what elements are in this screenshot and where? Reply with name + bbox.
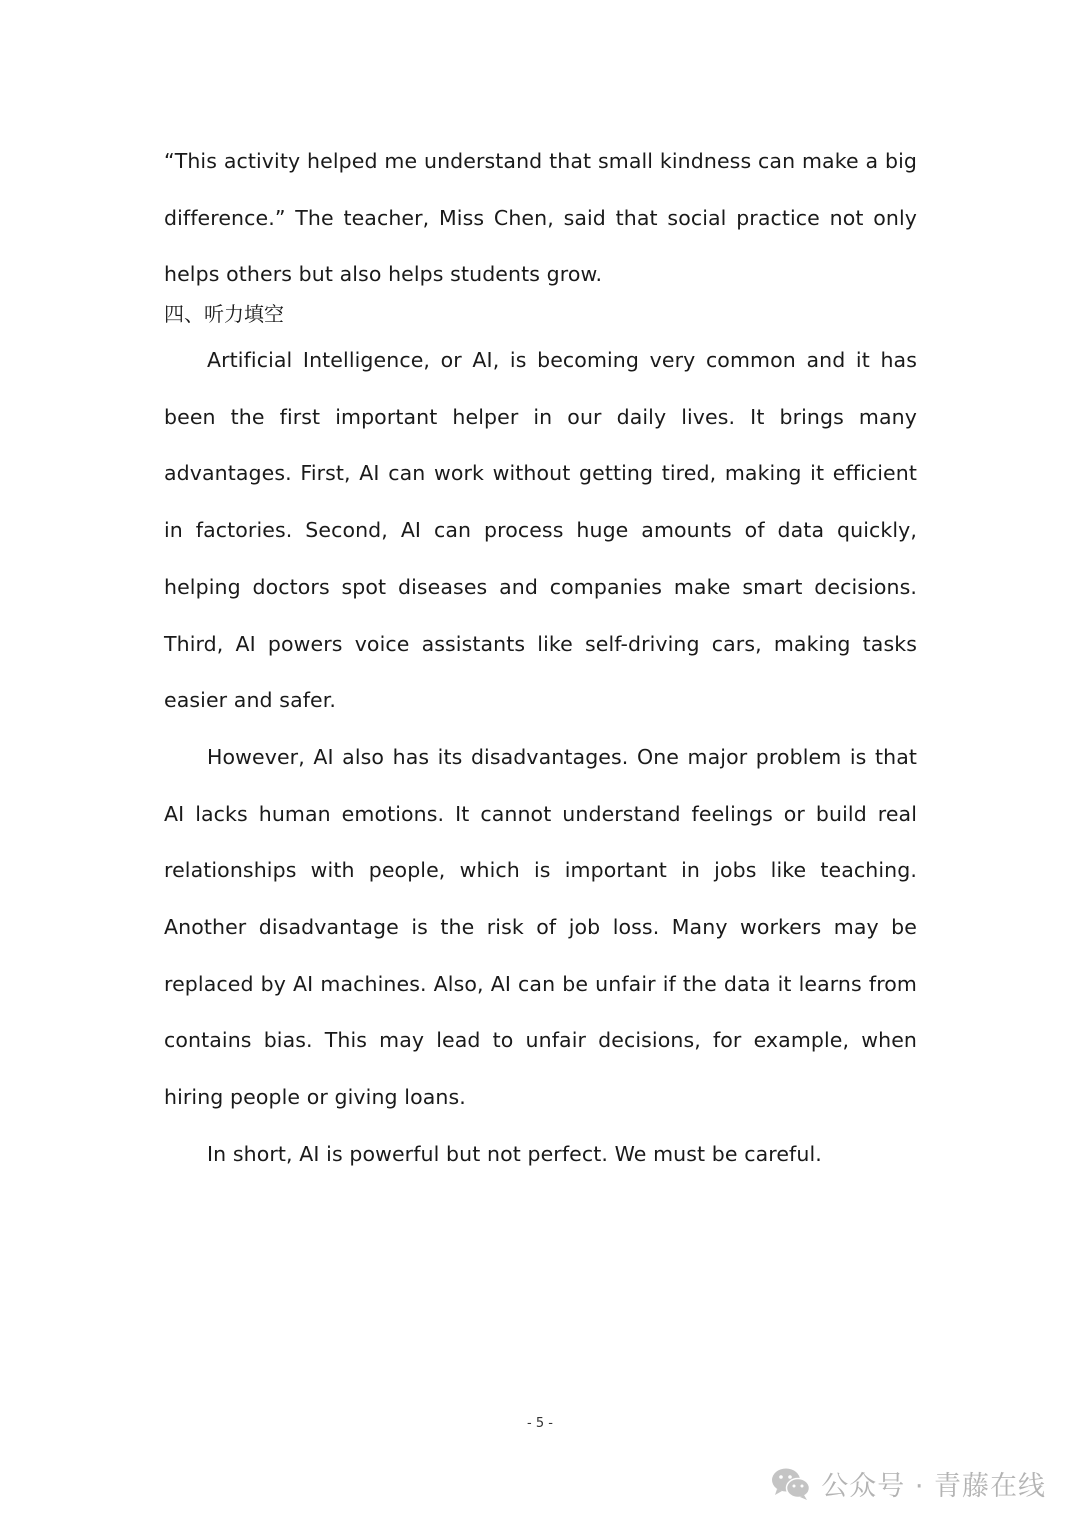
watermark-text: 公众号 · 青藤在线 <box>821 1471 1046 1502</box>
listening-passage <box>164 332 917 1183</box>
wechat-icon <box>771 1467 811 1501</box>
passage-paragraph-2: However, AI also has its disadvantages. One major problem is that AI lacks human emotions. It cannot understand feelings or build real relationships with people, which is important in jobs like teaching. Another disadvantage is the risk of job loss. Many workers may be replaced by AI machines. Also, AI can be unfair if the data it learns from contains bias. This may lead to unfair decisions, for example, when hiring people or giving loans. <box>164 744 917 1110</box>
passage-paragraph-1: Artificial Intelligence, or AI, is becoming very common and it has been the first important helper in our daily lives. It brings many advantages. First, AI can work without getting tired, making it efficient in factories. Second, AI can process huge amounts of data quickly, helping doctors spot diseases and companies make smart decisions. Third, AI powers voice assistants like self-driving cars, making tasks easier and safer. <box>164 348 917 713</box>
continuation-paragraph: “This activity helped me understand that small kindness can make a big difference.” The teacher, Miss Chen, said that social practice not only helps others but also helps students grow. <box>164 149 917 287</box>
watermark <box>771 1464 1046 1503</box>
passage-paragraph-3: In short, AI is powerful but not perfect. We must be careful. <box>207 1141 822 1166</box>
page-number: - 5 - <box>527 1416 553 1431</box>
section-heading: 四、听力填空 <box>164 302 284 326</box>
